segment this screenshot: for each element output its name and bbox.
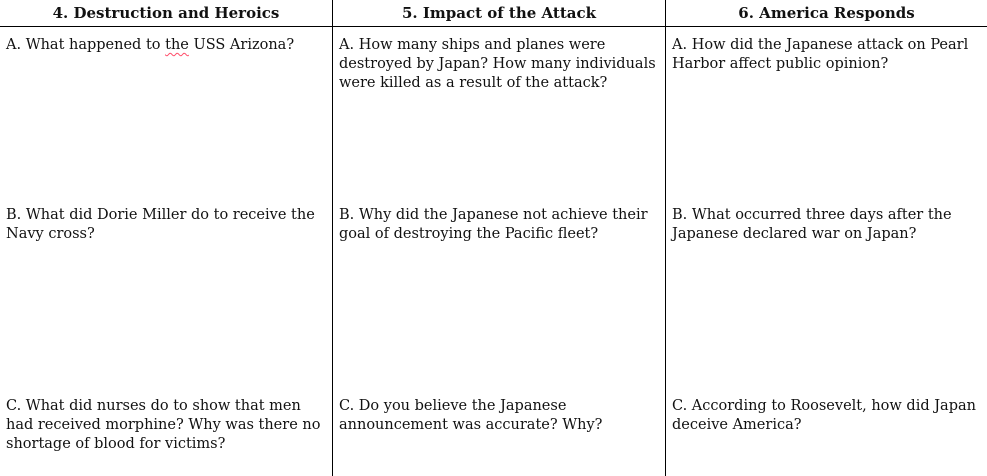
column-impact-attack: [333, 27, 666, 476]
question-4a[interactable]: [6, 36, 326, 55]
column-header-impact-attack: 5. Impact of the Attack: [333, 0, 666, 27]
column-america-responds: [666, 27, 987, 476]
spellcheck-word[interactable]: the: [165, 37, 189, 53]
column-header-america-responds: 6. America Responds: [666, 0, 987, 27]
question-4b[interactable]: B. What did Dorie Miller do to receive the Navy cross?: [6, 207, 320, 242]
question-6c[interactable]: C. According to Roosevelt, how did Japan deceive America?: [672, 398, 981, 433]
question-5b[interactable]: B. Why did the Japanese not achieve their goal of destroying the Pacific fleet?: [339, 207, 653, 242]
question-4c[interactable]: C. What did nurses do to show that men had received morphine? Why was there no shortage of blood for victims?: [6, 398, 326, 452]
question-4a-prefix: A. What happened to: [6, 37, 166, 53]
question-5c[interactable]: C. Do you believe the Japanese announcement was accurate? Why?: [339, 398, 603, 433]
column-header-destruction-heroics: 4. Destruction and Heroics: [0, 0, 333, 27]
column-destruction-heroics: [0, 27, 333, 476]
question-4a-suffix: USS Arizona?: [188, 37, 295, 53]
question-5a[interactable]: A. How many ships and planes were destroyed by Japan? How many individuals were killed as a result of the attack?: [339, 37, 661, 91]
question-6b[interactable]: B. What occurred three days after the Japanese declared war on Japan?: [672, 207, 957, 242]
question-6a[interactable]: A. How did the Japanese attack on Pearl Harbor affect public opinion?: [672, 37, 973, 72]
